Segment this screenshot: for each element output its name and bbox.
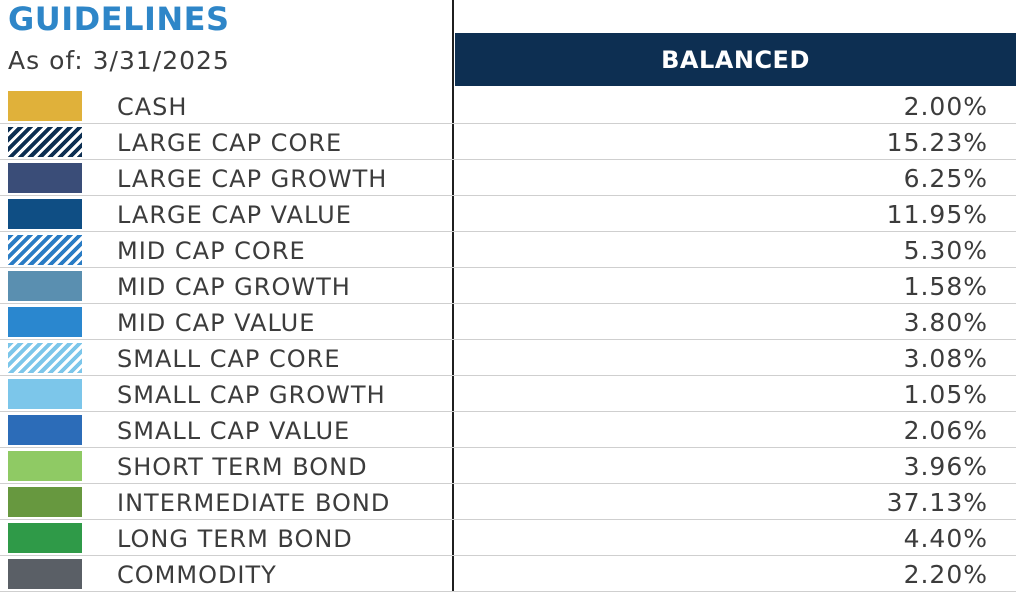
legend-swatch: [8, 235, 82, 265]
legend-swatch: [8, 271, 82, 301]
as-of-date: As of: 3/31/2025: [8, 46, 230, 75]
row-value: 1.05%: [903, 380, 988, 409]
legend-swatch: [8, 127, 82, 157]
row-label: MID CAP GROWTH: [117, 273, 351, 301]
row-label: MID CAP CORE: [117, 237, 306, 265]
row-value: 3.08%: [903, 344, 988, 373]
legend-swatch: [8, 487, 82, 517]
row-label: LARGE CAP GROWTH: [117, 165, 388, 193]
row-value: 2.06%: [903, 416, 988, 445]
table-row: [0, 520, 1016, 556]
row-label: SMALL CAP GROWTH: [117, 381, 386, 409]
row-value: 6.25%: [903, 164, 988, 193]
table-row: [0, 340, 1016, 376]
row-value: 2.20%: [903, 560, 988, 589]
row-value: 11.95%: [886, 200, 988, 229]
table-row: [0, 304, 1016, 340]
row-label: MID CAP VALUE: [117, 309, 316, 337]
table-row: [0, 88, 1016, 124]
legend-swatch: [8, 559, 82, 589]
legend-swatch: [8, 91, 82, 121]
legend-swatch: [8, 379, 82, 409]
row-value: 1.58%: [903, 272, 988, 301]
legend-swatch: [8, 199, 82, 229]
page-title: GUIDELINES: [8, 0, 230, 38]
row-value: 2.00%: [903, 92, 988, 121]
table-row: [0, 160, 1016, 196]
row-label: COMMODITY: [117, 561, 277, 589]
table-row: [0, 484, 1016, 520]
table-row: [0, 196, 1016, 232]
table-row: [0, 232, 1016, 268]
row-value: 3.96%: [903, 452, 988, 481]
row-value: 5.30%: [903, 236, 988, 265]
legend-swatch: [8, 343, 82, 373]
row-value: 15.23%: [886, 128, 988, 157]
legend-swatch: [8, 415, 82, 445]
row-label: CASH: [117, 93, 188, 121]
column-header-balanced: BALANCED: [455, 33, 1016, 86]
table-row: [0, 268, 1016, 304]
legend-swatch: [8, 163, 82, 193]
row-label: SMALL CAP CORE: [117, 345, 341, 373]
legend-swatch: [8, 523, 82, 553]
allocation-table: [0, 88, 1016, 592]
table-row: [0, 448, 1016, 484]
legend-swatch: [8, 451, 82, 481]
table-row: [0, 412, 1016, 448]
row-value: 3.80%: [903, 308, 988, 337]
legend-swatch: [8, 307, 82, 337]
table-row: [0, 124, 1016, 160]
row-label: LARGE CAP CORE: [117, 129, 343, 157]
row-label: LARGE CAP VALUE: [117, 201, 352, 229]
row-label: INTERMEDIATE BOND: [117, 489, 391, 517]
row-value: 37.13%: [886, 488, 988, 517]
row-label: SHORT TERM BOND: [117, 453, 368, 481]
row-value: 4.40%: [903, 524, 988, 553]
row-label: SMALL CAP VALUE: [117, 417, 351, 445]
table-row: [0, 376, 1016, 412]
row-label: LONG TERM BOND: [117, 525, 353, 553]
table-row: [0, 556, 1016, 592]
